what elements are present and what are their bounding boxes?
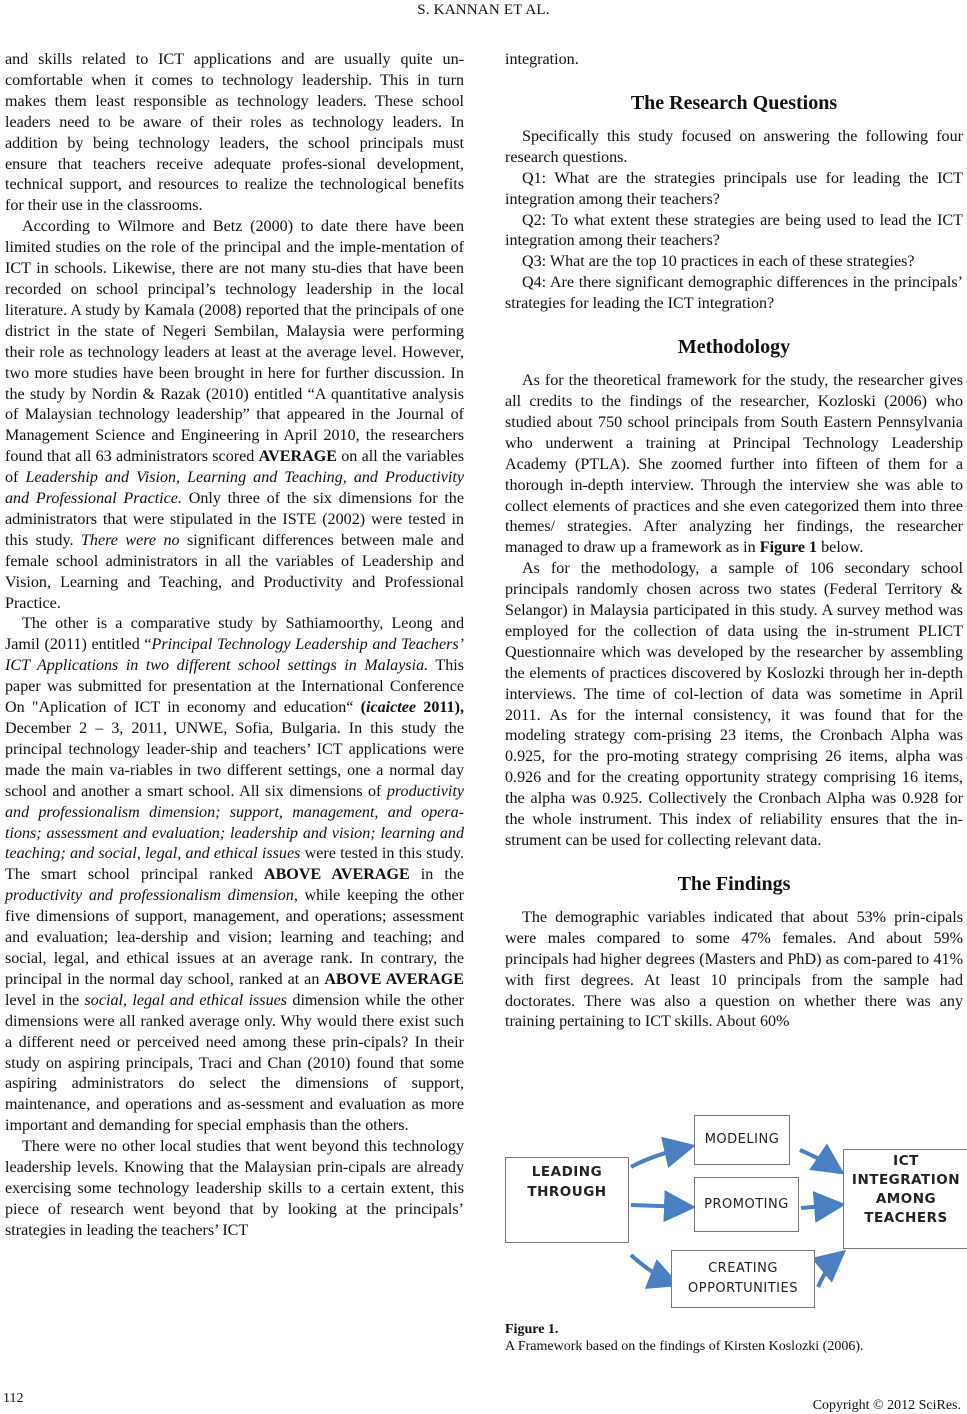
emphasis-italic: social, legal and ethical issues (84, 991, 288, 1009)
paragraph (505, 371, 963, 559)
text: Only three of the six dimensions for the administrators that were stipulated in the ISTE (2002) were tested in this study. (5, 490, 464, 549)
research-question-2: Q2: To what extent these strategies are being used to lead the ICT integration among their teachers? (505, 211, 963, 250)
box-modeling (694, 1115, 790, 1165)
emphasis-bold: ABOVE AVERAGE (324, 970, 464, 988)
box-ict-integration-among-teachers (843, 1149, 967, 1249)
text: , while keeping the other five dimensions of support, management, and operations; assessment and evaluation; lea-dership and vision; learning and teaching; and social, legal, and ethical issues at an average rank. In contrary, the principal in the normal day school, ranked at an (5, 887, 464, 988)
emphasis-bold: ABOVE AVERAGE (263, 866, 410, 884)
emphasis-italic: productivity and professionalism dimension; support, management, and opera-tions; assessment and evaluation; leadership and vision; learning and teaching; and social, legal, and ethical issues (5, 782, 464, 863)
text: in the (409, 866, 464, 884)
research-question-4: Q4: Are there significant demographic differences in the principals’ strategies for leading the ICT integration? (505, 274, 963, 313)
arrow-icon (631, 1147, 688, 1167)
box-label: CREATING (708, 1261, 778, 1276)
box-creating-opportunities (671, 1250, 815, 1308)
emphasis-italic: Leadership and Vision, Learning and Teaching, and Productivity and Professional Practice. (5, 469, 464, 508)
text: According to Wilmore and Betz (2000) to date there have been limited studies on the role of the principal and the imple-mentation of ICT in schools. Likewise, there are not many stu-dies that have been recorded on school principal’s technology leadership in the local literature. A study by Kamala (2008) reported that the principals of one district in the state of Negeri Sembilan, Malaysia were performing their role as technology leaders at least at the average level. However, two more studies have been brought in here for further discussion. In the study by Nordin & Razak (2010) entitled “A quantitative analysis of Malaysian technology leadership” that appeared in the Journal of Management Science and Engineering in April 2010, the researchers found that all 63 administrators scored (5, 218, 464, 466)
section-heading-findings: The Findings (677, 872, 791, 895)
section-heading-research-questions: The Research Questions (630, 91, 838, 114)
box-label: LEADING (531, 1164, 603, 1180)
text: This paper was submitted for presentation at the International Conference On "Aplication of ICT in economy and education“ (5, 657, 464, 717)
paragraph (5, 217, 464, 614)
text: The other is a comparative study by Sathiamoorthy, Leong and Jamil (2011) entitled “ (5, 615, 464, 654)
page-number: 112 (3, 1391, 24, 1406)
text: As for the theoretical framework for the study, the researcher gives all credits to the findings of the researcher, Kozloski (2006) who studied about 750 school principals from South Eastern Pennsylvania who underwent a training at Principal Technology Leadership Academy (PTLA). She zoomed further into fifteen of them for a thorough in-depth interview. Through the interview she was able to collect elements of practices and she even categorized them into three themes/ strategies. After analyzing her findings, the researcher managed to draw up a framework as in (505, 372, 963, 557)
right-column (505, 50, 963, 1033)
arrow-icon (631, 1255, 673, 1283)
figure-caption-title: Figure 1. (505, 1322, 559, 1337)
running-head: S. KANNAN ET AL. (417, 2, 550, 18)
emphasis-bold: AVERAGE (258, 448, 337, 466)
emphasis-bold-italic: icaictee (366, 699, 417, 717)
box-promoting (694, 1177, 799, 1232)
paragraph: Specifically this study focused on answering the following four research questions. (505, 127, 963, 166)
section-heading-methodology: Methodology (677, 336, 791, 359)
box-leading-through (505, 1157, 629, 1243)
text: December 2 – 3, 2011, UNWE, Sofia, Bulgaria. In this study the principal technology leader-ship and teachers’ ICT applications were made the main va-riables in two different settings, one a normal day school and another a smart school. All six dimensions of (5, 720, 464, 800)
box-label: TEACHERS (864, 1210, 948, 1226)
paragraph: There were no other local studies that went beyond this technology leadership levels. Knowing that the Malaysian prin-cipals are already exercising some technology leadership skills to a certain extent, this piece of research went beyond that by looking at the principals’ strategies in leading the teachers’ ICT (5, 1138, 464, 1239)
box-label: ICT (893, 1153, 919, 1169)
research-question-3: Q3: What are the top 10 practices in each of these strategies? (522, 253, 915, 271)
text: significant differences between male and female school administrators in all the variables of Leadership and Vision, Learning and Teaching, and Productivity and Professional Practice. (5, 531, 465, 612)
paragraph (5, 614, 464, 1137)
text: level in the (5, 991, 85, 1009)
text: on all the variables of (5, 448, 465, 487)
paragraph: The demographic variables indicated that about 53% prin-cipals were males compared to some 47% females. And about 59% principals had higher degrees (Masters and PhD) as com-pared to 41% with first degrees. At least 10 principals from the sample had doctorates. There was also a question on whether there was any training pertaining to ICT skills. About 60% (505, 908, 963, 1031)
emphasis-italic: productivity and professionalism dimension (5, 887, 294, 905)
arrow-icon (818, 1255, 840, 1287)
paragraph: As for the methodology, a sample of 106 secondary school principals randomly chosen across two states (Federal Territory & Selangor) in Malaysia participated in this study. A survey method was employed for the collection of data using the in-strument PLICT Questionnaire which was developed by the researcher by assembling the elements of practices discovered by Koslozki through her in-depth interviews. The time of col-lection of data was sometime in April 2011. As for the internal consistency, it was found that for the modeling strategy com-prising 23 items, the Cronbach Alpha was 0.925, for the pro-moting strategy comprising 26 items, alpha was 0.926 and for the creating opportunity strategy comprising 16 items, the alpha was 0.925. Collectively the Cronbach Alpha was 0.928 for the whole instrument. This index of reliability ensures that the in-strument can be used for collecting relevant data. (505, 560, 963, 849)
figure-reference: Figure 1 (759, 539, 818, 557)
arrow-icon (801, 1205, 838, 1208)
box-label: MODELING (704, 1132, 780, 1147)
box-label: AMONG (875, 1191, 937, 1207)
emphasis-italic: There were no (80, 531, 180, 549)
paragraph: and skills related to ICT applications and are usually quite un-comfortable when it comes to technology leadership. This in turn makes them least responsible as technology leaders. These school leaders need to be aware of their roles as technology leaders. In addition by being technology leaders, the school principals must ensure that teachers receive adequate profes-sional development, technical support, and resources to realize the technological benefits for their use in the classrooms. (5, 51, 464, 215)
text: dimension while the other dimensions were all ranked average only. Why would there exist such a different need or perceived need among these prin-cipals? In their study on aspiring principals, Traci and Chan (2010) found that some aspiring administrators do select the dimensions of support, maintenance, and operations and as-sessment and evaluation as more important and demanding for special emphasis than the others. (5, 991, 465, 1135)
paragraph: integration. (505, 51, 579, 68)
box-label: PROMOTING (704, 1196, 789, 1212)
left-column (5, 50, 464, 1242)
figure-caption (505, 1321, 965, 1355)
box-label: INTEGRATION (851, 1172, 961, 1188)
figure-1-framework-diagram (503, 1115, 967, 1310)
research-question-1: Q1: What are the strategies principals use for leading the ICT integration among their teachers? (505, 169, 963, 208)
box-label: OPPORTUNITIES (688, 1281, 798, 1296)
emphasis-bold: 2011), (416, 699, 464, 717)
arrow-icon (631, 1205, 688, 1207)
figure-caption-text: A Framework based on the findings of Kirsten Koslozki (2006). (505, 1339, 864, 1354)
text: below. (817, 539, 864, 557)
copyright-notice: Copyright © 2012 SciRes. (812, 1398, 961, 1413)
arrow-icon (800, 1150, 838, 1170)
emphasis-bold: ( (360, 699, 367, 717)
text: were tested in this study. The smart school principal ranked (5, 845, 464, 884)
emphasis-italic: Principal Technology Leadership and Teachers’ ICT Applications in two different school settings in Malaysia. (5, 636, 465, 675)
box-label: THROUGH (527, 1184, 607, 1200)
